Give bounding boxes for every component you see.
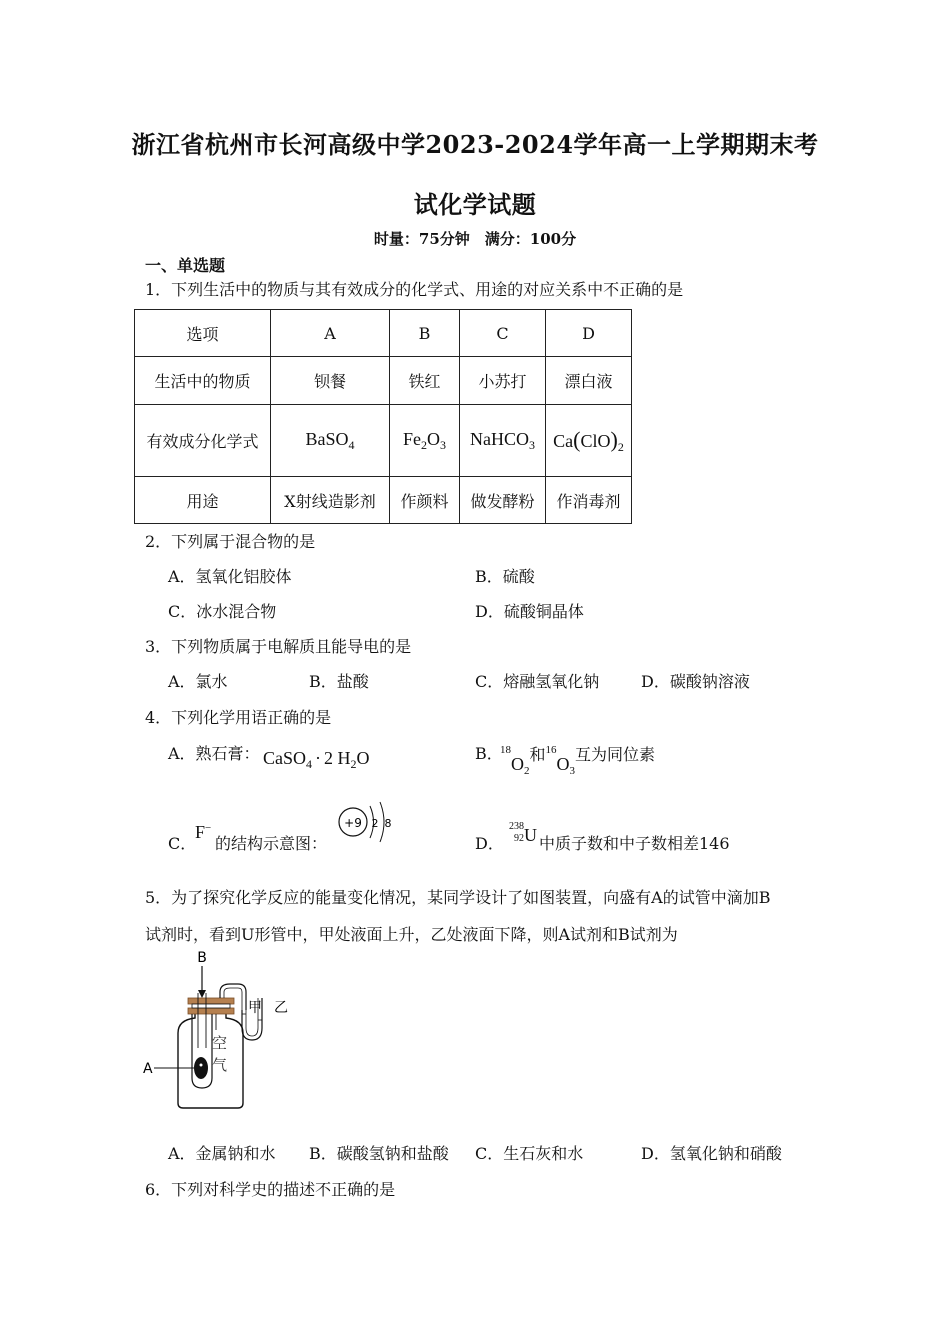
section-heading: 一、单选题 [145, 256, 226, 275]
table-cell: 生活中的物质 [135, 357, 271, 405]
exam-title-line2: 试化学试题 [413, 190, 537, 219]
question-4-option-d: D． [475, 834, 504, 853]
atom-structure-diagram [330, 798, 400, 848]
question-3-option-d: D．碳酸钠溶液 [641, 672, 750, 691]
question-5-option-a: A．金属钠和水 [168, 1144, 276, 1163]
question-3-option-c: C．熔融氢氧化钠 [475, 672, 600, 691]
table-cell: 铁红 [390, 357, 460, 405]
question-3-option-a: A．氯水 [168, 672, 228, 691]
question-4-option-c: C． [168, 834, 197, 853]
question-5-option-c: C．生石灰和水 [475, 1144, 584, 1163]
question-2-option-a: A．氢氧化铝胶体 [168, 567, 292, 586]
question-1-table [134, 309, 632, 524]
question-6-stem: 6．下列对科学史的描述不正确的是 [145, 1180, 396, 1199]
exam-meta: 时量：75分钟 满分：100分 [373, 230, 577, 248]
table-cell: D [546, 310, 632, 357]
formula-gypsum: CaSO$_4$ · 2 $H_2O$ [263, 748, 370, 771]
question-2-option-d: D．硫酸铜晶体 [475, 602, 584, 621]
question-5-option-b: B．碳酸氢钠和盐酸 [309, 1144, 449, 1163]
label-air-1: 空 [212, 1034, 228, 1052]
formula-isotopes: $^{18}O_2$和$^{16}O_3$互为同位素 [500, 744, 656, 777]
label-air-2: 气 [212, 1056, 228, 1074]
apparatus-figure [140, 948, 310, 1113]
formula-nahco3: NaHCO$_3$ [460, 405, 546, 477]
question-4-option-b: B． [475, 744, 503, 763]
table-row [135, 477, 632, 524]
table-cell: B [390, 310, 460, 357]
table-row [135, 357, 632, 405]
table-cell: A [271, 310, 390, 357]
table-row [135, 405, 632, 477]
uranium-symbol: U [524, 825, 537, 845]
question-3-stem: 3．下列物质属于电解质且能导电的是 [145, 637, 412, 656]
label-a: A [143, 1061, 153, 1077]
label-yi: 乙 [274, 1000, 288, 1016]
fluoride-ion: F− [195, 822, 212, 842]
formula-ca-clo2: $Ca(ClO)_2$ [546, 405, 632, 477]
table-cell: 作颜料 [390, 477, 460, 524]
question-5-stem-line1: 5．为了探究化学反应的能量变化情况，某同学设计了如图装置，向盛有A的试管中滴加B [145, 888, 771, 907]
question-2-option-b: B．硫酸 [475, 567, 535, 586]
question-4-option-c-text: 的结构示意图： [215, 834, 328, 853]
question-1-stem: 1．下列生活中的物质与其有效成分的化学式、用途的对应关系中不正确的是 [145, 280, 684, 299]
question-4-stem: 4．下列化学用语正确的是 [145, 708, 332, 727]
exam-title-line1: 浙江省杭州市长河高级中学2023-2024学年高一上学期期末考 [131, 130, 819, 159]
table-cell: 选项 [135, 310, 271, 357]
table-cell: 漂白液 [546, 357, 632, 405]
label-b: B [197, 950, 207, 966]
question-4-option-d-text: 中质子数和中子数相差146 [539, 834, 730, 853]
formula-fe2o3: $Fe_2O_3$ [390, 405, 460, 477]
table-cell: 作消毒剂 [546, 477, 632, 524]
table-cell: C [460, 310, 546, 357]
table-cell: 用途 [135, 477, 271, 524]
question-3-option-b: B．盐酸 [309, 672, 369, 691]
uranium-numbers: 238 92 [509, 821, 524, 844]
shell-1-electrons: 2 [371, 817, 379, 830]
table-row [135, 310, 632, 357]
table-cell: 小苏打 [460, 357, 546, 405]
question-5-stem-line2: 试剂时，看到U形管中，甲处液面上升，乙处液面下降，则A试剂和B试剂为 [145, 925, 678, 944]
shell-2-electrons: 8 [384, 817, 392, 830]
nucleus-charge: +9 [344, 816, 362, 830]
label-jia: 甲 [248, 1000, 262, 1016]
question-4-option-a: A．熟石膏： [168, 744, 260, 763]
table-cell: 有效成分化学式 [135, 405, 271, 477]
question-5-option-d: D．氢氧化钠和硝酸 [641, 1144, 782, 1163]
table-cell: 钡餐 [271, 357, 390, 405]
formula-baso4: BaSO$_4$ [271, 405, 390, 477]
table-cell: X射线造影剂 [271, 477, 390, 524]
question-2-stem: 2．下列属于混合物的是 [145, 532, 316, 551]
table-cell: 做发酵粉 [460, 477, 546, 524]
question-2-option-c: C．冰水混合物 [168, 602, 277, 621]
